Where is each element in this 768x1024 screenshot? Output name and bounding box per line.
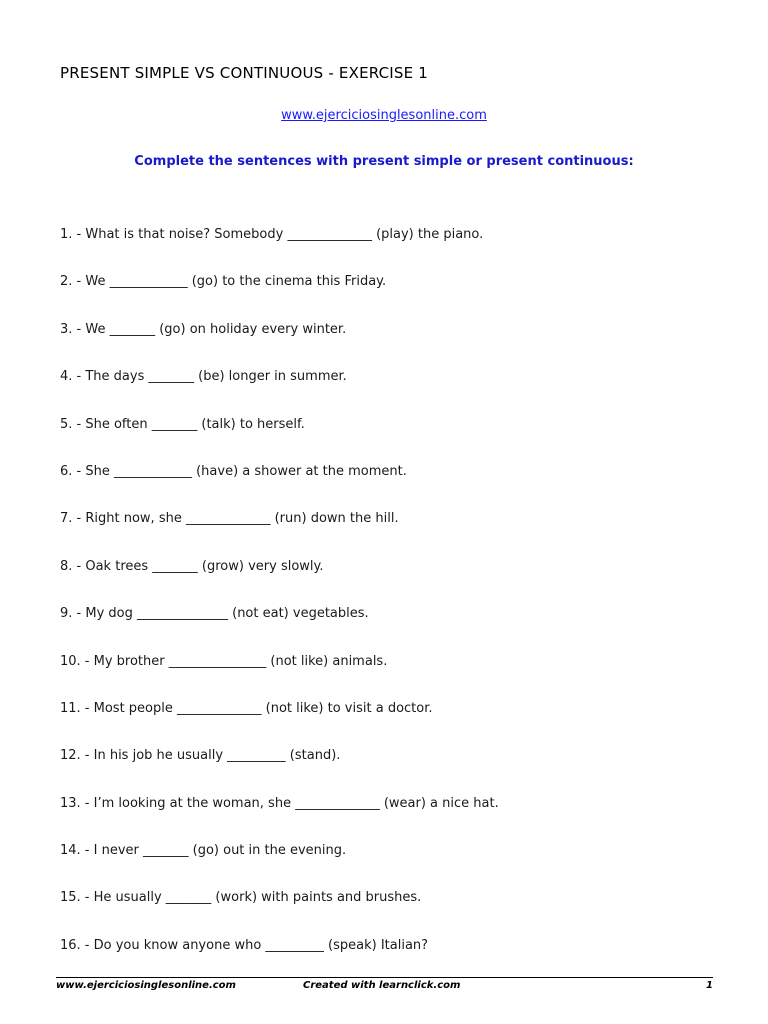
instructions: Complete the sentences with present simple or present continuous: [134,154,634,169]
exercise-item: 12. - In his job he usually _________ (stand). [60,748,341,764]
exercise-item: 2. - We ____________ (go) to the cinema this Friday. [60,274,387,290]
exercise-item: 6. - She ____________ (have) a shower at the moment. [60,463,407,479]
exercise-item: 11. - Most people _____________ (not like) to visit a doctor. [60,700,433,716]
exercise-item: 8. - Oak trees _______ (grow) very slowly. [60,558,324,574]
footer-credit: Created with learnclick.com [303,980,461,991]
exercise-item: 1. - What is that noise? Somebody _____________ (play) the piano. [60,227,484,242]
page-title: PRESENT SIMPLE VS CONTINUOUS - EXERCISE 1 [60,64,429,82]
exercise-item: 7. - Right now, she _____________ (run) down the hill. [60,511,399,527]
exercise-item: 9. - My dog ______________ (not eat) vegetables. [60,606,369,622]
footer-divider [56,977,713,978]
exercise-item: 5. - She often _______ (talk) to herself. [60,416,305,432]
exercise-item: 14. - I never _______ (go) out in the evening. [60,843,347,859]
website-link[interactable]: www.ejerciciosinglesonline.com [281,108,487,123]
exercise-item: 10. - My brother _______________ (not like) animals. [60,653,388,669]
footer-website: www.ejerciciosinglesonline.com [56,980,236,991]
exercise-list [60,226,740,984]
exercise-item: 4. - The days _______ (be) longer in summer. [60,369,347,385]
exercise-item: 15. - He usually _______ (work) with paints and brushes. [60,890,422,906]
page-number: 1 [706,980,713,991]
exercise-item: 3. - We _______ (go) on holiday every winter. [60,321,347,337]
exercise-item: 13. - I’m looking at the woman, she _____________ (wear) a nice hat. [60,795,499,811]
exercise-item: 16. - Do you know anyone who _________ (speak) Italian? [60,937,429,953]
